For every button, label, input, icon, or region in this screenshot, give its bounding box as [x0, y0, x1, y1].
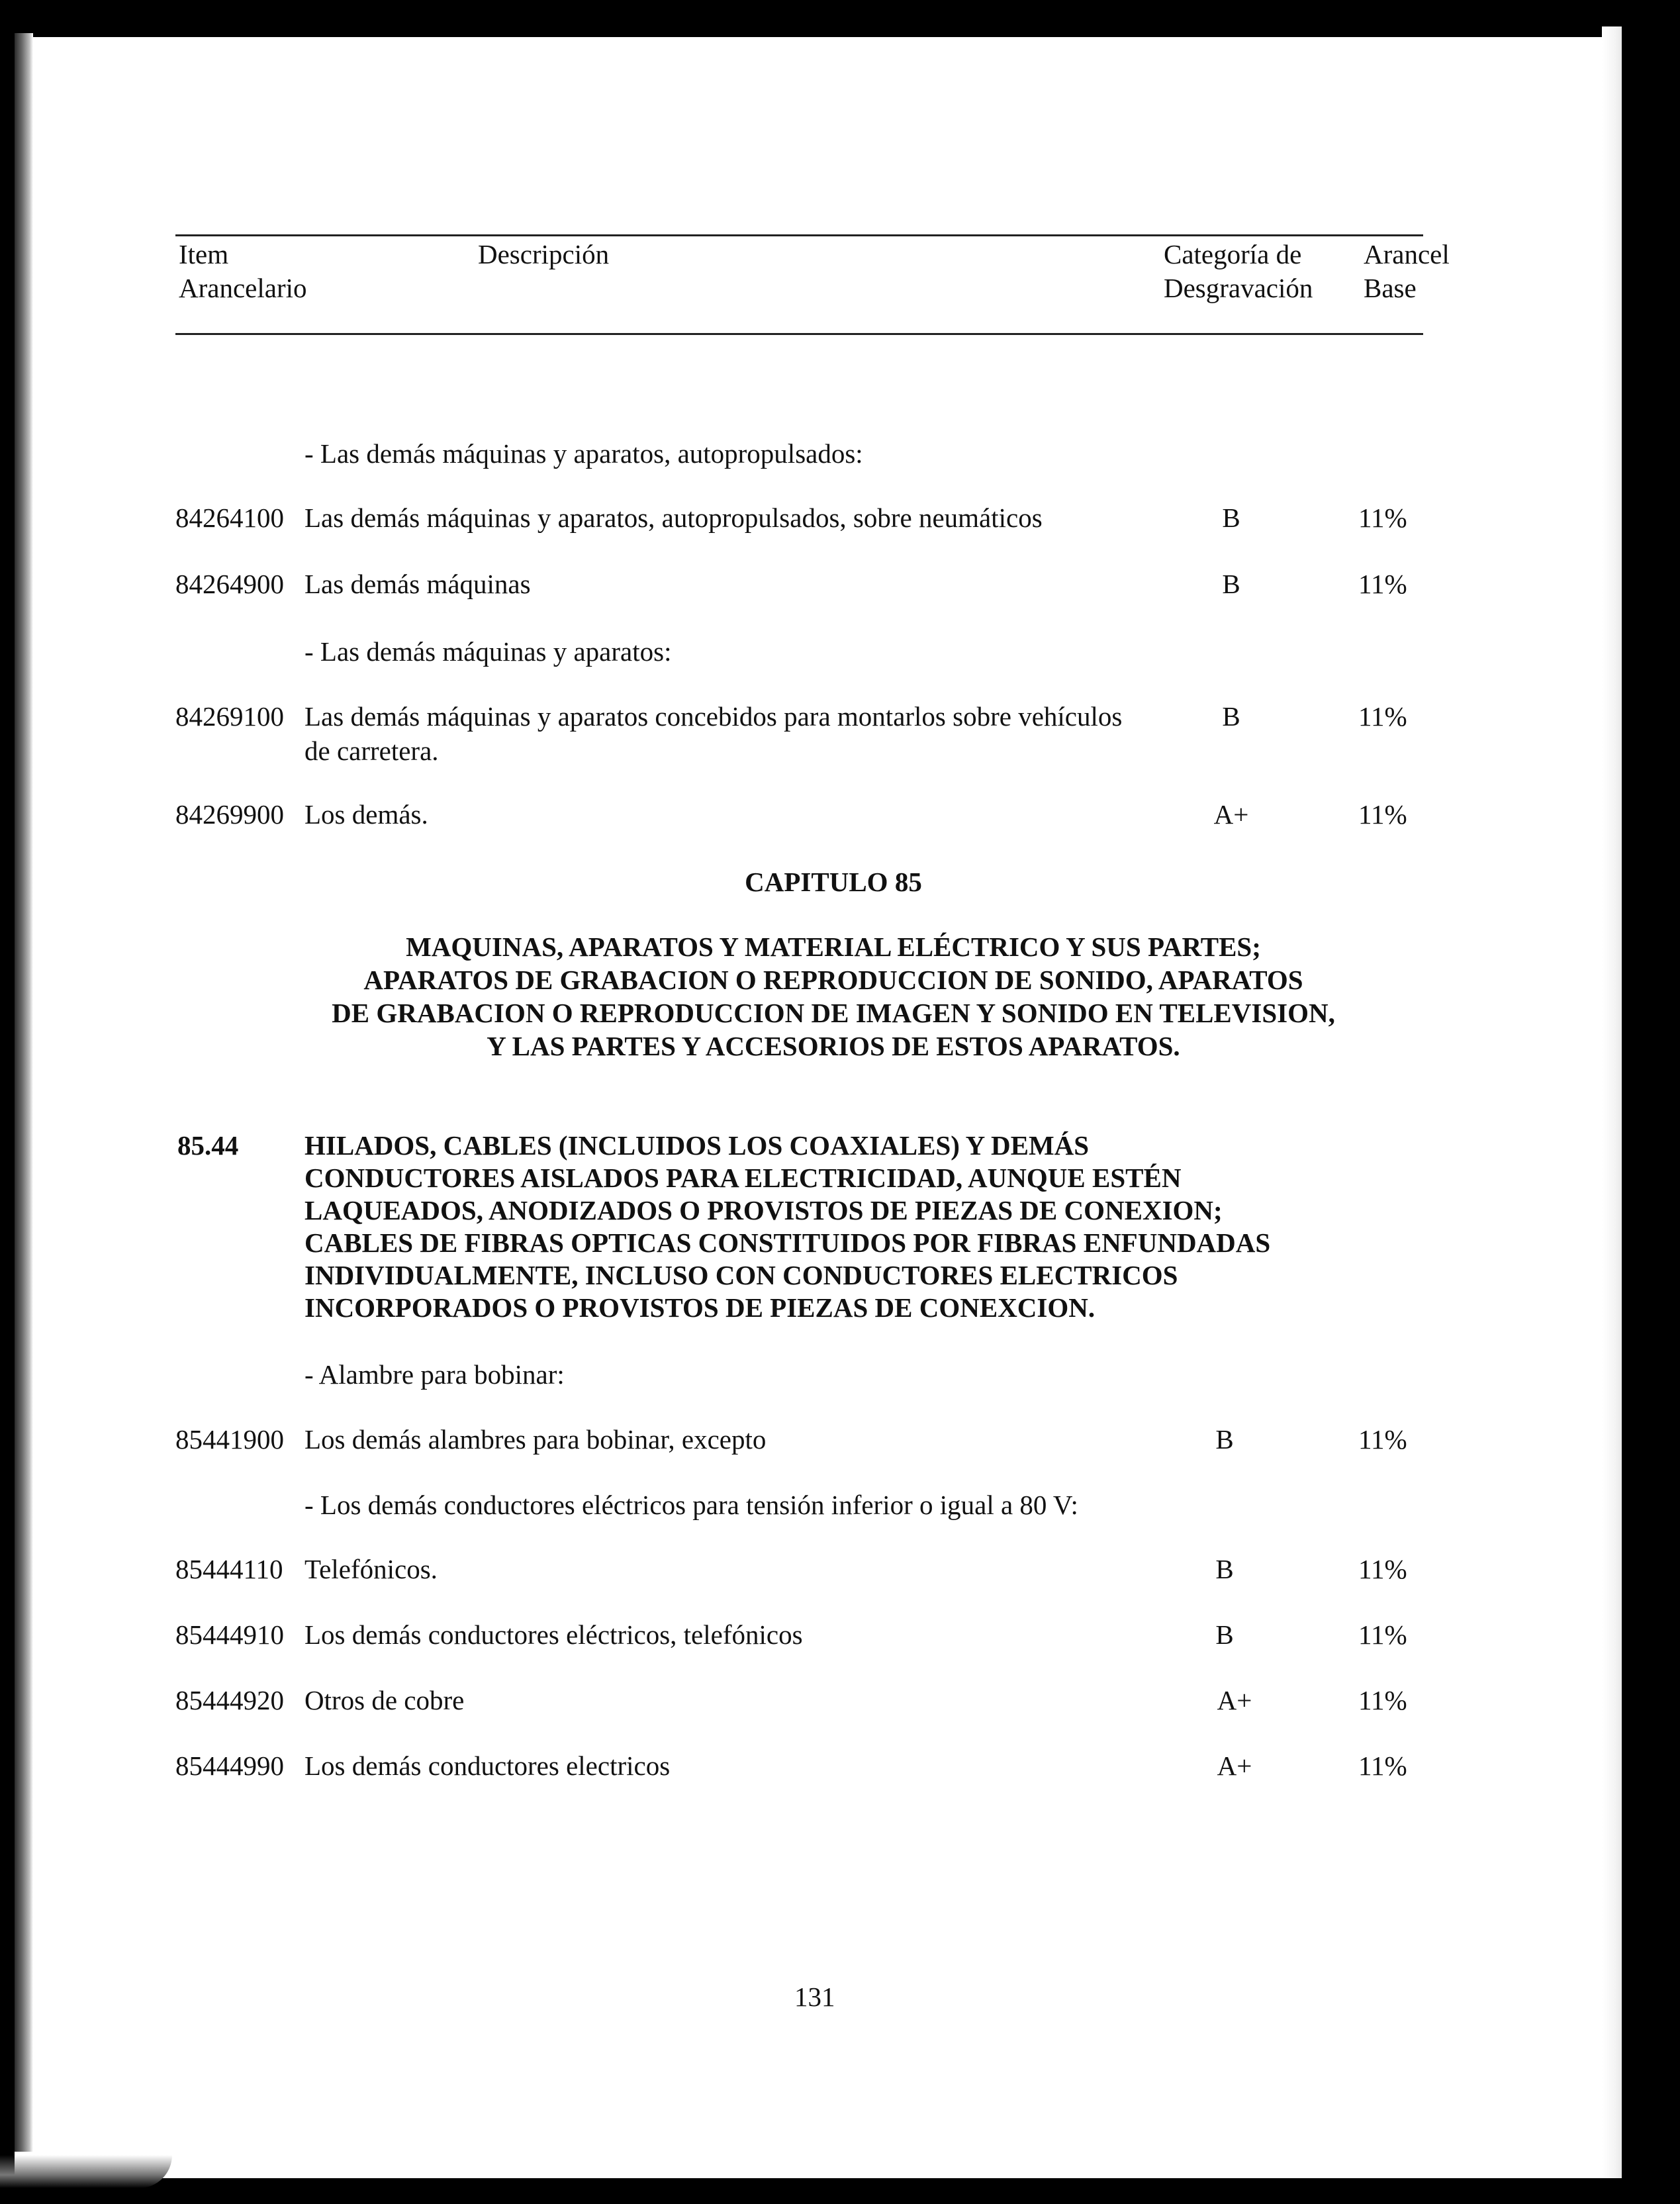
item-rate: 11% [1358, 569, 1407, 599]
item-category: B [1215, 1424, 1234, 1455]
item-category: A+ [1217, 1685, 1252, 1715]
chapter-heading-line: DE GRABACION O REPRODUCCION DE IMAGEN Y SONIDO EN TELEVISION, [332, 998, 1335, 1028]
column-header-category: Categoría de [1164, 239, 1302, 269]
item-description: Las demás máquinas y aparatos, autopropulsados, sobre neumáticos [304, 503, 1043, 533]
item-code: 84269100 [175, 701, 284, 732]
item-rate: 11% [1358, 1619, 1407, 1650]
item-category: B [1222, 701, 1240, 732]
item-rate: 11% [1358, 1685, 1407, 1715]
item-description-continued: de carretera. [304, 736, 439, 766]
chapter-title: CAPITULO 85 [745, 867, 922, 897]
item-description: Los demás. [304, 799, 428, 830]
item-rate: 11% [1358, 503, 1407, 533]
item-description: Otros de cobre [304, 1685, 465, 1715]
item-code: 85444110 [175, 1554, 283, 1584]
item-code: 85444920 [175, 1685, 284, 1715]
column-header-item-line2: Arancelario [179, 273, 307, 303]
item-description: Los demás conductores eléctricos, telefónicos [304, 1619, 803, 1650]
item-description: Los demás conductores electricos [304, 1750, 671, 1781]
header-rule-top [175, 234, 1423, 236]
heading-text-line: INCORPORADOS O PROVISTOS DE PIEZAS DE CONEXCION. [304, 1292, 1096, 1323]
item-rate: 11% [1358, 701, 1407, 732]
item-code: 85444990 [175, 1750, 284, 1781]
item-category: B [1222, 503, 1240, 533]
chapter-heading-line: Y LAS PARTES Y ACCESORIOS DE ESTOS APARATOS. [487, 1031, 1180, 1061]
subheading: - Las demás máquinas y aparatos: [304, 636, 672, 667]
item-rate: 11% [1358, 1554, 1407, 1584]
item-description: Telefónicos. [304, 1554, 438, 1584]
heading-code: 85.44 [177, 1130, 239, 1161]
item-rate: 11% [1358, 1750, 1407, 1781]
item-code: 84264900 [175, 569, 284, 599]
heading-text-line: INDIVIDUALMENTE, INCLUSO CON CONDUCTORES ELECTRICOS [304, 1260, 1178, 1290]
subheading: - Alambre para bobinar: [304, 1359, 565, 1390]
item-rate: 11% [1358, 799, 1407, 830]
item-category: B [1222, 569, 1240, 599]
item-category: B [1215, 1619, 1234, 1650]
chapter-heading-line: APARATOS DE GRABACION O REPRODUCCION DE SONIDO, APARATOS [363, 965, 1303, 995]
item-description: Los demás alambres para bobinar, excepto [304, 1424, 767, 1455]
subheading: - Las demás máquinas y aparatos, autopropulsados: [304, 438, 863, 469]
column-header-rate: Arancel [1364, 239, 1450, 269]
header-rule-bottom [175, 333, 1423, 335]
item-code: 85441900 [175, 1424, 284, 1455]
column-header-description: Descripción [478, 239, 610, 269]
page-number: 131 [794, 1982, 835, 2012]
item-category: A+ [1217, 1750, 1252, 1781]
column-header-rate-line2: Base [1364, 273, 1417, 303]
item-description: Las demás máquinas [304, 569, 531, 599]
heading-text-line: CABLES DE FIBRAS OPTICAS CONSTITUIDOS POR FIBRAS ENFUNDADAS [304, 1227, 1271, 1258]
item-category: B [1215, 1554, 1234, 1584]
item-code: 84264100 [175, 503, 284, 533]
item-code: 85444910 [175, 1619, 284, 1650]
chapter-heading-line: MAQUINAS, APARATOS Y MATERIAL ELÉCTRICO Y SUS PARTES; [406, 932, 1261, 962]
item-code: 84269900 [175, 799, 284, 830]
item-category: A+ [1213, 799, 1249, 830]
column-header-item: Item [179, 239, 229, 269]
subheading: - Los demás conductores eléctricos para tensión inferior o igual a 80 V: [304, 1490, 1078, 1520]
item-description: Las demás máquinas y aparatos concebidos para montarlos sobre vehículos [304, 701, 1123, 732]
column-header-category-line2: Desgravación [1164, 273, 1313, 303]
heading-text-line: CONDUCTORES AISLADOS PARA ELECTRICIDAD, AUNQUE ESTÉN [304, 1163, 1182, 1193]
item-rate: 11% [1358, 1424, 1407, 1455]
heading-text-line: LAQUEADOS, ANODIZADOS O PROVISTOS DE PIEZAS DE CONEXION; [304, 1195, 1223, 1225]
heading-text-line: HILADOS, CABLES (INCLUIDOS LOS COAXIALES) Y DEMÁS [304, 1130, 1090, 1161]
